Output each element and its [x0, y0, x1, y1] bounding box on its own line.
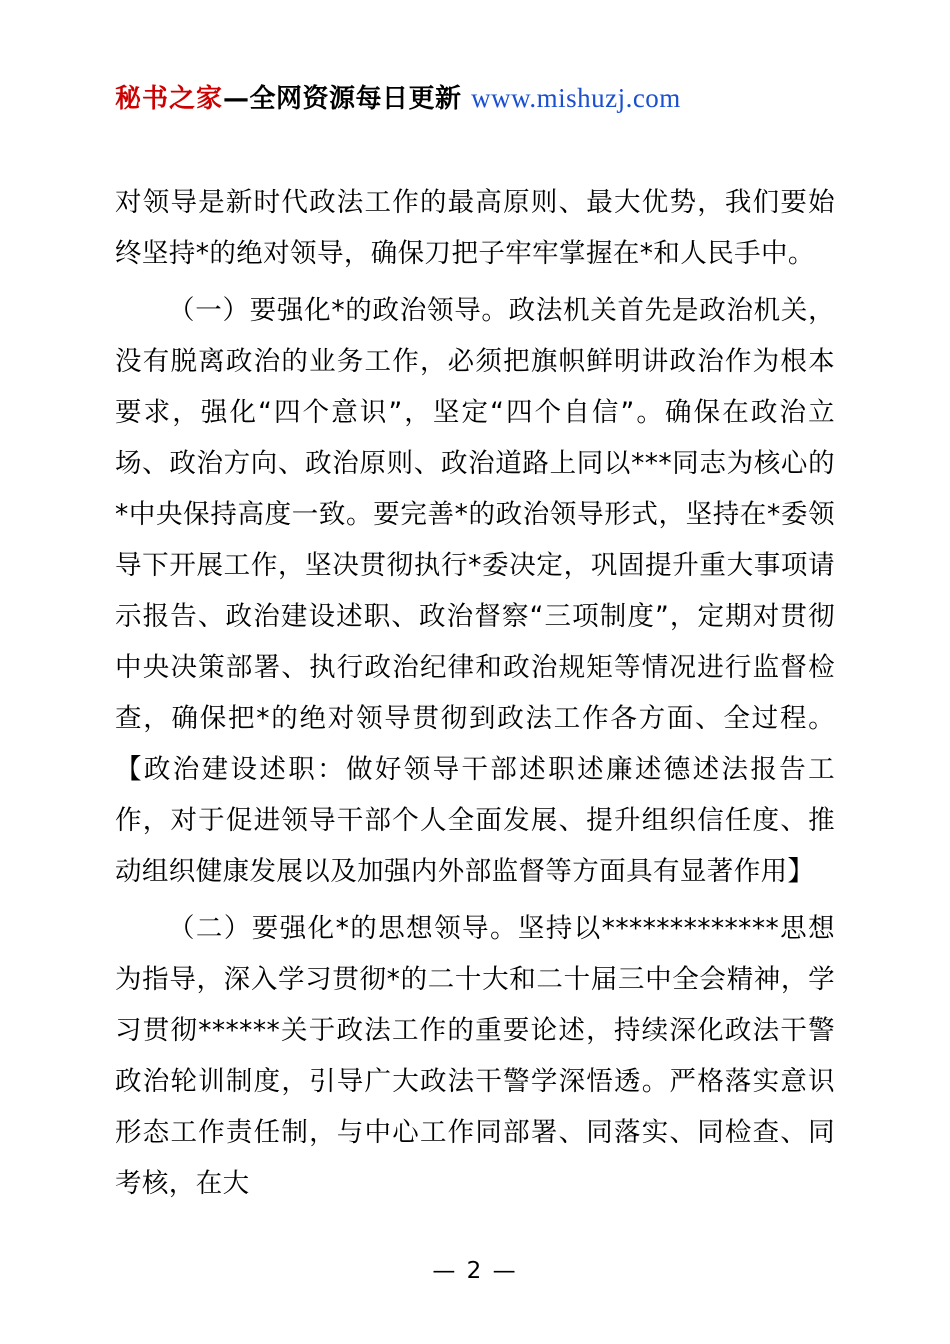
- site-brand-name: 秘书之家: [115, 84, 224, 114]
- paragraph: （一）要强化*的政治领导。政法机关首先是政治机关，没有脱离政治的业务工作，必须把旗帜鲜明讲政治作为根本要求，强化“四个意识”，坚定“四个自信”。确保在政治立场、政治方向、政治原则、政治道路上同以***同志为核心的*中央保持高度一致。要完善*的政治领导形式，坚持在*委领导下开展工作，坚决贯彻执行*委决定，巩固提升重大事项请示报告、政治建设述职、政治督察“三项制度”，定期对贯彻中央决策部署、执行政治纪律和政治规矩等情况进行监督检查，确保把*的绝对领导贯彻到政法工作各方面、全过程。【政治建设述职：做好领导干部述职述廉述德述法报告工作，对于促进领导干部个人全面发展、提升组织信任度、推动组织健康发展以及加强内外部监督等方面具有显著作用】: [115, 295, 835, 888]
- document-body: [115, 177, 835, 1209]
- site-tagline: —全网资源每日更新: [223, 84, 472, 114]
- site-url-link[interactable]: www.mishuzj.com: [471, 83, 681, 113]
- page-number: — 2 —: [432, 1258, 518, 1284]
- paragraph: 对领导是新时代政法工作的最高原则、最大优势，我们要始终坚持*的绝对领导，确保刀把子牢牢掌握在*和人民手中。: [115, 187, 835, 270]
- paragraph: （二）要强化*的思想领导。坚持以*************思想为指导，深入学习贯彻*的二十大和二十届三中全会精神，学习贯彻******关于政法工作的重要论述，持续深化政法干警政治轮训制度，引导广大政法干警学深悟透。严格落实意识形态工作责任制，与中心工作同部署、同落实、同检查、同考核，在大: [115, 913, 835, 1200]
- site-watermark-header: [115, 0, 835, 115]
